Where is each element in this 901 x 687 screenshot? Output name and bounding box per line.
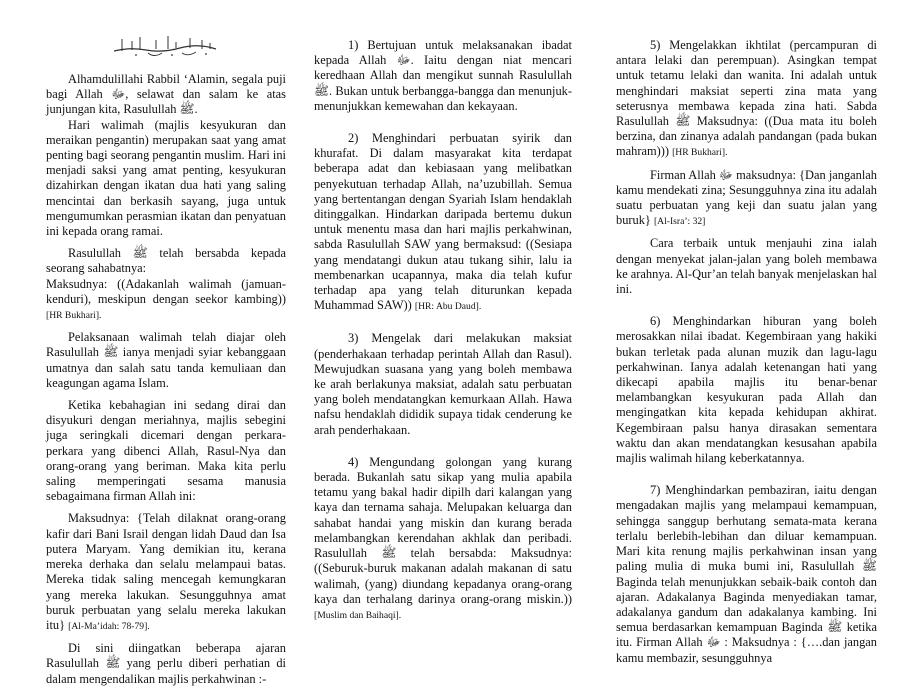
point-2-reference: [HR: Abu Daud]. <box>414 301 482 313</box>
column-3 <box>616 38 877 666</box>
intro-paragraph: Alhamdulillahi Rabbil ‘Alamin, segala puji bagi Allah ﷻ, selawat dan salam ke atas junjungan kita, Rasulullah ﷺ. <box>46 72 286 117</box>
point-1: 1) Bertujuan untuk melaksanakan ibadat kepada Allah ﷻ. Iaitu dengan niat mencari keredhaan Allah dan mengikut sunnah Rasulullah ﷺ. Bukan untuk berbangga-bangga dan menunjuk-menunjukkan kemewahan dan kekayaan. <box>314 38 572 113</box>
walimah-paragraph: Hari walimah (majlis kesyukuran dan meraikan pengantin) merupakan saat yang amat penting bagi seorang pengantin muslim. Hari ini menjadi saksi yang amat penting, kesyukuran dizahirkan dengan ikatan dua hati yang saling mencintai dan berkasih sayang, juga untuk mengumumkan perasmian ikatan dan penyatuan ini kepada orang ramai. <box>46 117 286 239</box>
reminder-paragraph: Ketika kebahagian ini sedang dirai dan disyukuri dengan meriahnya, majlis sebegini juga seringkali dicemari dengan perkara-perkara yang dibenci Allah, Rasul-Nya dan orang-orang yang beriman. Maka kita perlu saling memperingati sesama manusia sebagaimana firman Allah ini: <box>46 398 286 504</box>
point-4-reference: [Muslim dan Baihaqi]. <box>314 609 402 621</box>
point-5 <box>616 38 877 161</box>
walimah-teaching-paragraph: Pelaksanaan walimah telah diajar oleh Rasulullah ﷺ ianya menjadi syiar kebanggaan umatnya dan salah satu tanda kemuliaan dan keagungan agama Islam. <box>46 330 286 390</box>
point-4 <box>314 455 572 623</box>
verse-text: Maksudnya: {Telah dilaknat orang-orang kafir dari Bani Israil dengan lidah Daud dan Isa putera Maryam. Yang demikian itu, kerana mereka derhaka dan selalu melampaui batas. Mereka tidak saling mencegah kemungkaran yang mereka lakukan. Sesungguhnya amat buruk perbuatan yang selalu mereka lakukan itu} <box>46 511 286 632</box>
point-5-verse <box>616 168 877 230</box>
teachings-intro: Di sini diingatkan beberapa ajaran Rasulullah ﷺ yang perlu diberi perhatian di dalam mengendalikan majlis perkahwinan :- <box>46 641 286 686</box>
point-5-reference: [HR Bukhari]. <box>672 147 728 159</box>
column-1 <box>46 72 286 687</box>
point-5-text: 5) Mengelakkan ikhtilat (percampuran di antara lelaki dan perempuan). Asingkan tempat untuk tetamu lelaki dan wanita. Ini adalah untuk menghindari maksiat seperti zina mata yang seterusnya membawa kepada zina hati. Sabda Rasulullah ﷺ Maksudnya: ((Dua mata itu boleh berzina, dan zinanya adalah pandangan (pada bukan mahram))) <box>616 38 877 159</box>
hadith-text <box>46 277 286 324</box>
hadith-intro: Rasulullah ﷺ telah bersabda kepada seorang sahabatnya: <box>46 246 286 276</box>
verse-reference: [Al-Ma’idah: 78-79]. <box>68 620 150 632</box>
hadith-meaning: Maksudnya: ((Adakanlah walimah (jamuan-kenduri), meskipun dengan seekor kambing)) <box>46 276 286 306</box>
basmala-calligraphy-icon <box>110 31 220 59</box>
column-2 <box>314 38 572 623</box>
point-5-verse-reference: [Al-Isra’: 32] <box>653 216 706 228</box>
point-3: 3) Mengelak dari melakukan maksiat (penderhakaan terhadap perintah Allah dan Rasul). Mewujudkan suasana yang yang boleh membawa ke arah berlakunya maksiat, adalah satu perbuatan yang boleh mendatangkan kemurkaan Allah. Hawa nafsu hendaklah dididik supaya tidak cenderung ke arah penderhakaan. <box>314 331 572 437</box>
point-2 <box>314 131 572 314</box>
point-5-conclusion: Cara terbaik untuk menjauhi zina ialah dengan menyekat jalan-jalan yang boleh membawa ke arahnya. Al-Qur’an telah banyak menjelaskan hal ini. <box>616 236 877 297</box>
verse-paragraph <box>46 511 286 634</box>
point-2-text: 2) Menghindari perbuatan syirik dan khurafat. Di dalam masyarakat kita terdapat beberapa adat dan kebiasaan yang melibatkan penyekutuan terhadap Allah, na’uzubillah. Semua yang bertentangan dengan Syariah Islam hendaklah ditinggalkan. Hindarkan daripada bertemu dukun untuk menentu masa dan hari majlis perkahwinan, sabda Rasulullah SAW yang bermaksud: ((Sesiapa yang mendatangi dukun atau tukang sihir, lalu ia membenarkan ucapannya, maka dia telah kufur terhadap apa yang telah diturunkan kepada Muhammad SAW)) <box>314 131 572 313</box>
point-6: 6) Menghindarkan hiburan yang boleh merosakkan nilai ibadat. Kegembiraan yang hakiki bukan terletak pada alunan muzik dan lagu-lagu perkahwinan. Ianya adalah ketenangan hati yang dikecapi apabila majlis itu benar-benar melambangkan kesyukuran pada Allah dan mengingatkan kita kepada kehidupan akhirat. Kegembiraan palsu hanya dirasakan sementara waktu dan akan mendatangkan kesusahan apabila majlis walimah hilang keberkatannya. <box>616 314 877 466</box>
point-5-verse-text: Firman Allah ﷻ maksudnya: {Dan janganlah kamu mendekati zina; Sesungguhnya zina itu adalah suatu perbuatan yang keji dan suatu jalan yang buruk} <box>616 167 877 228</box>
basmala-calligraphy <box>110 31 220 59</box>
point-4-text: 4) Mengundang golongan yang kurang berada. Bukanlah satu sikap yang mulia apabila tetamu yang bakal hadir dipilh dari kalangan yang kaya dan ternama sahaja. Melupakan keluarga dan sahabat handai yang miskin dan kurang berada melambangkan kerendahan akhlak dan peribadi. Rasulullah ﷺ telah bersabda: Maksudnya: ((Seburuk-buruk makanan adalah makanan di satu walimah, (yang) diundang kepadanya orang-orang kaya dan terhalang darinya orang-orang miskin.)) <box>314 454 572 606</box>
hadith-reference: [HR Bukhari]. <box>46 310 102 322</box>
point-7: 7) Menghindarkan pembaziran, iaitu dengan mengadakan majlis yang melampaui kemampuan, sehingga sanggup berhutang semata-mata kerana terlalu berlebih-lebihan dan diluar kemampuan. Mari kita renung majlis perkahwinan insan yang paling mulia di muka bumi ini, Rasulullah ﷺ Baginda telah menunjukkan sebaik-baik contoh dan ajaran. Adakalanya Baginda menyediakan tamar, adakalanya gandum dan adakalanya kambing. Ini semua berdasarkan kemampuan Baginda ﷺ ketika itu. Firman Allah ﷻ : Maksudnya : {….dan jangan kamu membazir, sesungguhnya <box>616 483 878 665</box>
